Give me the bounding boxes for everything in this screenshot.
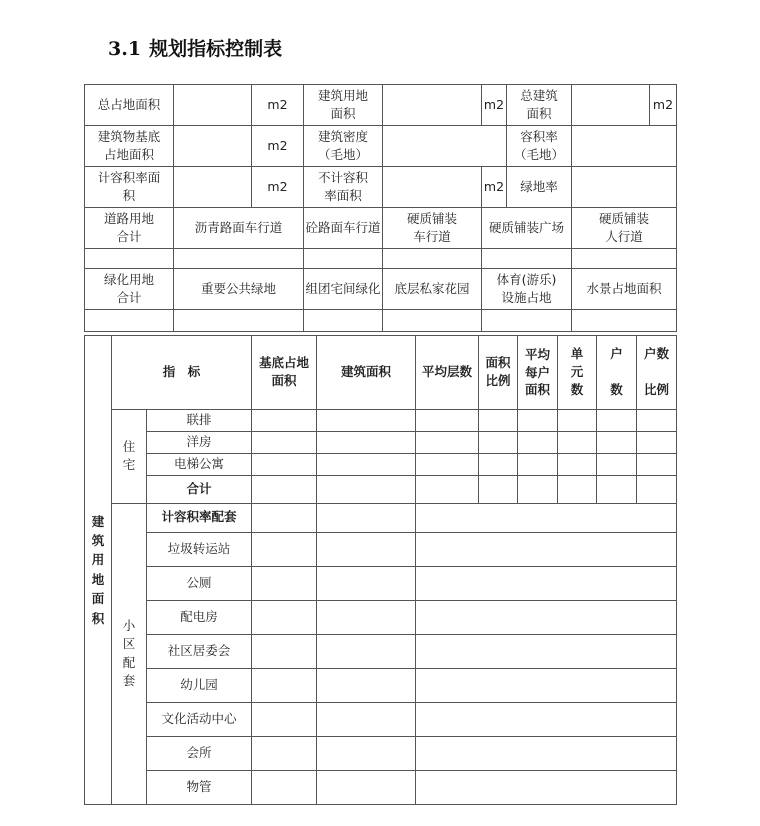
row-label-townhouse: 联排	[147, 409, 252, 431]
table-cell	[252, 409, 317, 431]
unit-m2: m2	[252, 85, 304, 126]
table-cell	[637, 409, 677, 431]
table-cell	[518, 409, 558, 431]
label-total-building-area: 总建筑面积	[507, 85, 572, 126]
header-units: 单元数	[558, 336, 597, 410]
table-cell	[317, 503, 416, 532]
planning-indicator-table-bottom	[84, 335, 677, 805]
header-indicator: 指 标	[112, 336, 252, 410]
label-green-rate: 绿地率	[507, 167, 572, 208]
value-concrete-lane	[304, 249, 383, 269]
table-cell	[558, 431, 597, 453]
header-avg-floors: 平均层数	[416, 336, 479, 410]
table-cell	[479, 475, 518, 503]
label-floor-area-ratio: 容积率（毛地）	[507, 126, 572, 167]
value-hard-paved-walkway	[572, 249, 677, 269]
value-green-rate	[572, 167, 677, 208]
value-green-land-total	[85, 310, 174, 332]
table-cell	[479, 409, 518, 431]
table-cell	[252, 600, 317, 634]
value-private-garden	[383, 310, 482, 332]
row-label-garbage-station: 垃圾转运站	[147, 532, 252, 566]
label-private-garden: 底层私家花园	[383, 269, 482, 310]
label-hard-paved-walkway: 硬质铺装人行道	[572, 208, 677, 249]
table-cell	[252, 532, 317, 566]
table-cell	[317, 566, 416, 600]
unit-m2: m2	[482, 167, 507, 208]
table-cell	[252, 634, 317, 668]
label-total-land-area: 总占地面积	[85, 85, 174, 126]
unit-m2: m2	[252, 167, 304, 208]
value-building-density	[383, 126, 507, 167]
table-cell	[416, 409, 479, 431]
label-water-feature: 水景占地面积	[572, 269, 677, 310]
unit-m2: m2	[482, 85, 507, 126]
value-water-feature	[572, 310, 677, 332]
value-total-building-area	[572, 85, 650, 126]
header-area-ratio: 面积比例	[479, 336, 518, 410]
label-residential: 住宅	[112, 409, 147, 503]
table-cell	[597, 475, 637, 503]
value-hard-paved-lane	[383, 249, 482, 269]
table-cell	[317, 475, 416, 503]
label-asphalt-lane: 沥青路面车行道	[174, 208, 304, 249]
row-label-clubhouse: 会所	[147, 736, 252, 770]
table-cell	[317, 600, 416, 634]
label-far-area: 计容积率面积	[85, 167, 174, 208]
row-label-community-committee: 社区居委会	[147, 634, 252, 668]
label-concrete-lane: 砼路面车行道	[304, 208, 383, 249]
table-cell	[416, 475, 479, 503]
unit-m2: m2	[252, 126, 304, 167]
table-cell	[416, 702, 677, 736]
header-households: 户数	[597, 336, 637, 410]
table-cell	[518, 453, 558, 475]
value-road-land-total	[85, 249, 174, 269]
table-cell	[597, 409, 637, 431]
table-cell	[252, 431, 317, 453]
label-hard-paved-lane: 硬质铺装车行道	[383, 208, 482, 249]
row-label-power-room: 配电房	[147, 600, 252, 634]
section-title: 规划指标控制表	[149, 38, 283, 60]
table-cell	[317, 431, 416, 453]
section-number: 3.1	[108, 38, 142, 60]
table-cell	[317, 532, 416, 566]
row-label-culture-center: 文化活动中心	[147, 702, 252, 736]
table-cell	[558, 453, 597, 475]
table-cell	[479, 431, 518, 453]
unit-m2: m2	[650, 85, 677, 126]
table-cell	[317, 770, 416, 804]
table-cell	[252, 475, 317, 503]
table-cell	[252, 566, 317, 600]
row-label-public-toilet: 公厕	[147, 566, 252, 600]
value-floor-area-ratio	[572, 126, 677, 167]
label-non-far-area: 不计容积率面积	[304, 167, 383, 208]
table-cell	[637, 453, 677, 475]
header-household-ratio: 户数比例	[637, 336, 677, 410]
table-cell	[558, 409, 597, 431]
label-community-facilities: 小区配套	[112, 503, 147, 804]
table-cell	[416, 532, 677, 566]
table-cell	[317, 453, 416, 475]
table-cell	[416, 431, 479, 453]
label-building-base-area: 建筑物基底占地面积	[85, 126, 174, 167]
value-building-base-area	[174, 126, 252, 167]
table-cell	[317, 702, 416, 736]
header-building-area: 建筑面积	[317, 336, 416, 410]
table-cell	[597, 431, 637, 453]
table-cell	[252, 453, 317, 475]
label-building-land-area: 建筑用地面积	[304, 85, 383, 126]
value-non-far-area	[383, 167, 482, 208]
table-cell	[637, 431, 677, 453]
table-cell	[252, 503, 317, 532]
table-cell	[479, 453, 518, 475]
table-cell	[317, 668, 416, 702]
table-cell	[317, 736, 416, 770]
table-cell	[416, 668, 677, 702]
label-public-green: 重要公共绿地	[174, 269, 304, 310]
table-cell	[416, 600, 677, 634]
table-cell	[317, 409, 416, 431]
row-label-villa: 洋房	[147, 431, 252, 453]
value-far-area	[174, 167, 252, 208]
value-building-land-area	[383, 85, 482, 126]
row-label-far-facilities: 计容积率配套	[147, 503, 252, 532]
table-cell	[637, 475, 677, 503]
table-cell	[416, 736, 677, 770]
page-title	[108, 34, 282, 61]
row-label-elevator-apartment: 电梯公寓	[147, 453, 252, 475]
table-cell	[416, 503, 677, 532]
row-label-residential-total: 合计	[147, 475, 252, 503]
table-cell	[597, 453, 637, 475]
table-cell	[416, 566, 677, 600]
table-cell	[518, 431, 558, 453]
table-cell	[558, 475, 597, 503]
label-building-density: 建筑密度（毛地）	[304, 126, 383, 167]
value-total-land-area	[174, 85, 252, 126]
value-public-green	[174, 310, 304, 332]
row-label-kindergarten: 幼儿园	[147, 668, 252, 702]
label-hard-paved-plaza: 硬质铺装广场	[482, 208, 572, 249]
table-cell	[317, 634, 416, 668]
value-group-green	[304, 310, 383, 332]
table-cell	[252, 702, 317, 736]
table-cell	[252, 668, 317, 702]
planning-indicator-table-top	[84, 84, 677, 332]
table-cell	[416, 770, 677, 804]
label-road-land-total: 道路用地合计	[85, 208, 174, 249]
table-cell	[416, 634, 677, 668]
value-hard-paved-plaza	[482, 249, 572, 269]
table-cell	[252, 736, 317, 770]
header-avg-unit-area: 平均每户面积	[518, 336, 558, 410]
label-building-land-area-vertical: 建筑用地面积	[85, 336, 112, 805]
label-green-land-total: 绿化用地合计	[85, 269, 174, 310]
table-cell	[518, 475, 558, 503]
label-group-green: 组团宅间绿化	[304, 269, 383, 310]
label-sport-facility: 体育(游乐)设施占地	[482, 269, 572, 310]
value-sport-facility	[482, 310, 572, 332]
value-asphalt-lane	[174, 249, 304, 269]
row-label-property-management: 物管	[147, 770, 252, 804]
table-cell	[252, 770, 317, 804]
header-base-area: 基底占地面积	[252, 336, 317, 410]
table-cell	[416, 453, 479, 475]
